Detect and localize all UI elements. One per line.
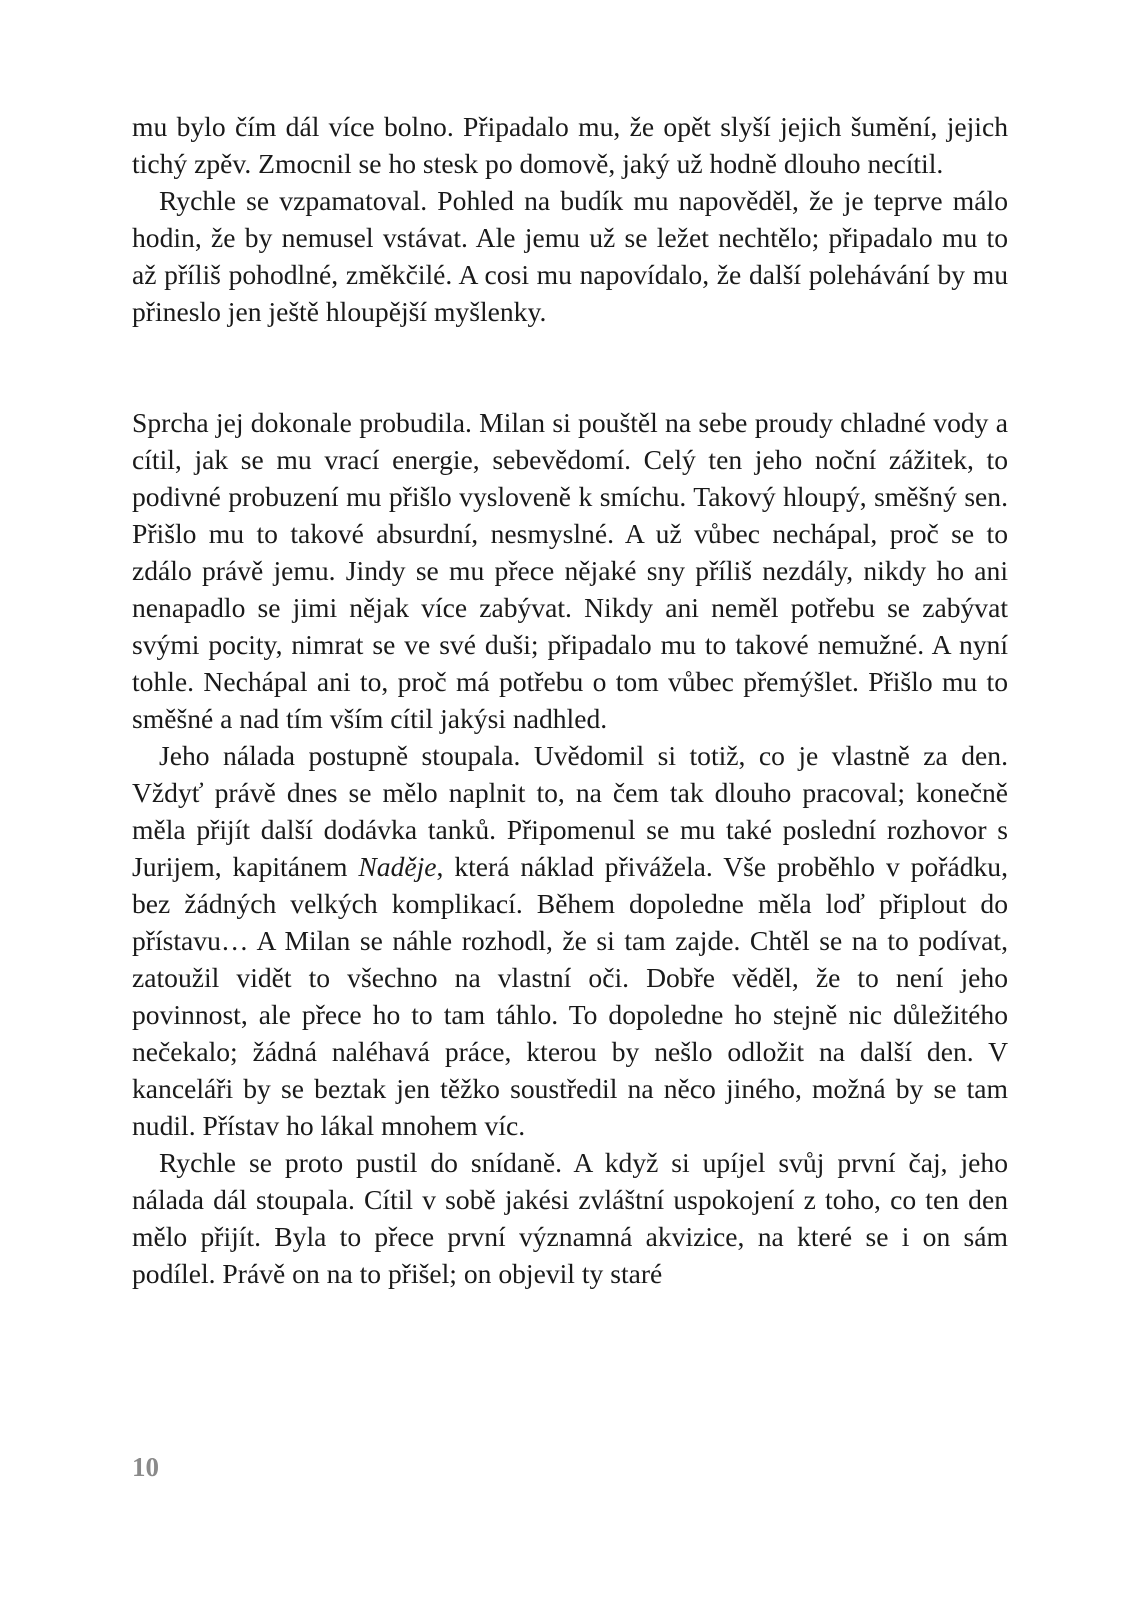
paragraph-continued: mu bylo čím dál více bolno. Připadalo mu, že opět slyší jejich šumění, jejich tichý zpěv. Zmocnil se ho stesk po domově, jaký už hodně dlouho necítil.	[132, 111, 1008, 179]
page-number: 10	[132, 1452, 159, 1482]
paragraph-rychle-vzpamatoval: Rychle se vzpamatoval. Pohled na budík mu napověděl, že je teprve málo hodin, že by nemusel vstávat. Ale jemu už se ležet nechtělo; připadalo mu to až příliš pohodlné, změkčilé. A cosi mu napovídalo, že další polehávání by mu přineslo jen ještě hloupější myšlenky.	[132, 185, 1008, 327]
ship-name-italic: Naděje	[358, 851, 437, 882]
book-page-text	[132, 108, 1008, 1292]
paragraph-jeho-nalada	[132, 737, 1008, 1144]
section-break	[132, 330, 1008, 404]
paragraph-sprcha: Sprcha jej dokonale probudila. Milan si pouštěl na sebe proudy chladné vody a cítil, jak se mu vrací energie, sebevědomí. Celý ten jeho noční zážitek, to podivné probuzení mu přišlo vysloveně k smíchu. Takový hloupý, směšný sen. Přišlo mu to takové absurdní, nesmyslné. A už vůbec nechápal, proč se to zdálo právě jemu. Jindy se mu přece nějaké sny příliš nezdály, nikdy ho ani nenapadlo se jimi nějak více zabývat. Nikdy ani neměl potřebu se zabývat svými pocity, nimrat se ve své duši; připadalo mu to takové nemužné. A nyní tohle. Nechápal ani to, proč má potřebu o tom vůbec přemýšlet. Přišlo mu to směšné a nad tím vším cítil jakýsi nadhled.	[132, 407, 1008, 734]
paragraph-snidane: Rychle se proto pustil do snídaně. A když si upíjel svůj první čaj, jeho nálada dál stoupala. Cítil v sobě jakési zvláštní uspokojení z toho, co ten den mělo přijít. Byla to přece první významná akvizice, na které se i on sám podílel. Právě on na to přišel; on objevil ty staré	[132, 1147, 1008, 1289]
paragraph-text-part: Jeho nálada postupně stoupala. Uvědomil si totiž, co je vlastně za den. Vždyť právě dnes se mělo naplnit to, na čem tak dlouho pracoval; konečně měla přijít další dodávka tanků. Připomenul se mu také poslední rozhovor s Jurijem, kapitánem	[132, 740, 1008, 882]
paragraph-text-part: , která náklad přivážela. Vše proběhlo v pořádku, bez žádných velkých komplikací. Během dopoledne měla loď připlout do přístavu… A Milan se náhle rozhodl, že si tam zajde. Chtěl se na to podívat, zatoužil vidět to všechno na vlastní oči. Dobře věděl, že to není jeho povinnost, ale přece ho to tam táhlo. To dopoledne ho stejně nic důležitého nečekalo; žádná naléhavá práce, kterou by nešlo odložit na další den. V kanceláři by se beztak jen těžko soustředil na něco jiného, možná by se tam nudil. Přístav ho lákal mnohem víc.	[132, 851, 1008, 1141]
